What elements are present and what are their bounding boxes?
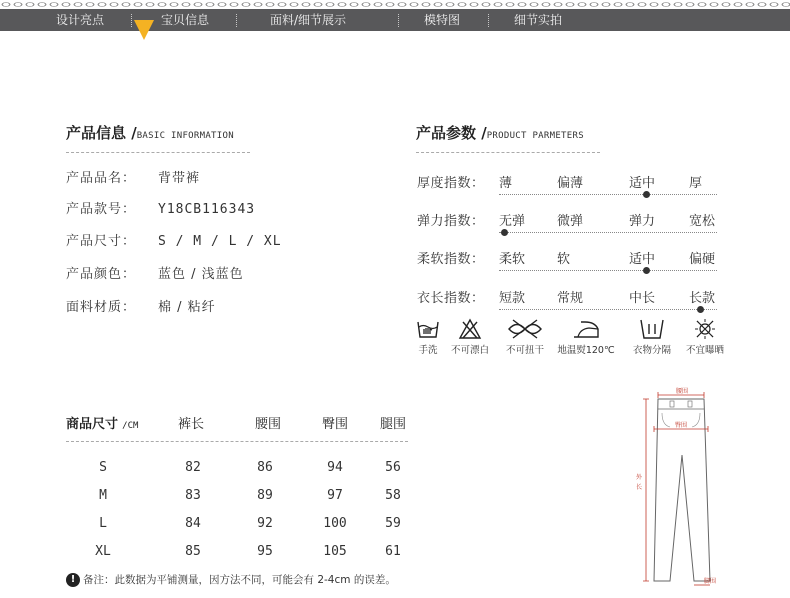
nav-model-photos[interactable]: 模特图 xyxy=(424,13,461,27)
param-option: 常规 xyxy=(557,291,584,306)
divider xyxy=(416,152,600,153)
divider xyxy=(66,441,408,442)
param-option: 厚 xyxy=(689,176,703,191)
size-label: S xyxy=(99,460,107,475)
size-value: 86 xyxy=(257,460,273,475)
param-option: 柔软 xyxy=(499,252,526,267)
info-row-material: 面料材质： 棉 / 粘纤 xyxy=(66,300,216,315)
size-label: M xyxy=(99,488,107,503)
param-option: 薄 xyxy=(499,176,513,191)
size-label: L xyxy=(99,516,107,531)
nav-separator xyxy=(236,14,237,27)
product-params-subtitle: PRODUCT PARMETERS xyxy=(486,131,584,141)
divider xyxy=(66,152,250,153)
size-value: 83 xyxy=(185,488,201,503)
param-scale-line xyxy=(499,309,717,310)
care-no-wring: 不可扭干 xyxy=(500,318,550,356)
param-option: 无弹 xyxy=(499,214,526,229)
param-scale-line xyxy=(499,232,717,233)
param-option: 长款 xyxy=(689,291,716,306)
care-no-bleach: 不可漂白 xyxy=(445,318,495,356)
param-option: 微弹 xyxy=(557,214,584,229)
param-option: 宽松 xyxy=(689,214,716,229)
care-no-sun: 不宜曝晒 xyxy=(681,318,729,356)
param-selected-marker xyxy=(643,191,650,198)
size-col-leg: 腿围 xyxy=(380,417,407,432)
param-scale-line xyxy=(499,194,717,195)
care-hand-wash: 手洗 xyxy=(413,318,443,356)
nav-detail-photos[interactable]: 细节实拍 xyxy=(514,13,563,27)
param-selected-marker xyxy=(501,229,508,236)
size-label: XL xyxy=(95,544,111,559)
param-option: 弹力 xyxy=(629,214,656,229)
param-row xyxy=(417,248,717,278)
diagram-waist-label: 腰围 xyxy=(676,388,689,395)
param-option: 偏薄 xyxy=(557,176,584,191)
top-navigation xyxy=(0,0,790,31)
size-table-title: 商品尺寸 /CM xyxy=(66,417,139,432)
active-tab-marker xyxy=(134,20,154,40)
info-row-style-no: 产品款号： Y18CB116343 xyxy=(66,202,256,217)
param-label: 厚度指数： xyxy=(417,176,485,191)
size-value: 94 xyxy=(327,460,343,475)
hand-wash-icon xyxy=(416,318,440,340)
nav-separator xyxy=(398,14,399,27)
nav-design-highlights[interactable]: 设计亮点 xyxy=(56,13,105,27)
param-option: 软 xyxy=(557,252,571,267)
param-label: 柔软指数： xyxy=(417,252,485,267)
size-value: 58 xyxy=(385,488,401,503)
wash-separately-icon xyxy=(639,318,665,340)
product-info-subtitle: BASIC INFORMATION xyxy=(136,131,234,141)
warning-icon: ! xyxy=(66,573,80,587)
measurement-note: ! 备注：此数据为平铺测量，因方法不同，可能会有 2-4cm 的误差。 xyxy=(66,572,396,587)
param-row xyxy=(417,172,717,202)
param-option: 适中 xyxy=(629,176,656,191)
param-label: 衣长指数： xyxy=(417,291,485,306)
chain-border xyxy=(0,0,790,9)
no-bleach-icon xyxy=(458,318,482,340)
product-info-title: 产品信息 /BASIC INFORMATION xyxy=(66,124,234,142)
param-option: 适中 xyxy=(629,252,656,267)
product-params-title: 产品参数 /PRODUCT PARMETERS xyxy=(416,124,584,142)
param-label: 弹力指数： xyxy=(417,214,485,229)
size-value: 82 xyxy=(185,460,201,475)
nav-separator xyxy=(488,14,489,27)
param-row xyxy=(417,287,717,317)
param-option: 中长 xyxy=(629,291,656,306)
nav-fabric-details[interactable]: 面料/细节展示 xyxy=(270,13,347,27)
low-iron-icon xyxy=(571,318,601,340)
param-scale-line xyxy=(499,270,717,271)
no-sun-icon xyxy=(693,318,717,340)
size-value: 84 xyxy=(185,516,201,531)
param-option: 偏硬 xyxy=(689,252,716,267)
size-col-hip: 臀围 xyxy=(322,417,349,432)
care-wash-separately: 衣物分隔 xyxy=(626,318,678,356)
info-row-colors: 产品颜色： 蓝色 / 浅蓝色 xyxy=(66,267,244,282)
size-value: 89 xyxy=(257,488,273,503)
size-value: 97 xyxy=(327,488,343,503)
diagram-leg-label: 脚围 xyxy=(704,578,717,585)
param-option: 短款 xyxy=(499,291,526,306)
size-col-length: 裤长 xyxy=(178,417,205,432)
size-value: 59 xyxy=(385,516,401,531)
size-col-waist: 腰围 xyxy=(255,417,282,432)
info-row-sizes: 产品尺寸： S / M / L / XL xyxy=(66,234,282,249)
param-row xyxy=(417,210,717,240)
size-value: 56 xyxy=(385,460,401,475)
size-value: 92 xyxy=(257,516,273,531)
diagram-length-label: 外 xyxy=(636,474,643,481)
size-value: 85 xyxy=(185,544,201,559)
care-low-iron: 地温熨120℃ xyxy=(556,318,616,356)
param-selected-marker xyxy=(697,306,704,313)
diagram-hip-label: 臀围 xyxy=(675,422,688,429)
size-value: 95 xyxy=(257,544,273,559)
nav-bar xyxy=(0,9,790,31)
param-selected-marker xyxy=(643,267,650,274)
size-value: 100 xyxy=(323,516,347,531)
pants-measurement-diagram xyxy=(618,385,738,597)
diagram-length-label-2: 长 xyxy=(636,484,643,491)
no-wring-icon xyxy=(505,318,545,340)
size-value: 61 xyxy=(385,544,401,559)
size-value: 105 xyxy=(323,544,347,559)
info-row-name: 产品品名： 背带裤 xyxy=(66,171,201,186)
nav-product-info[interactable]: 宝贝信息 xyxy=(161,13,210,27)
nav-separator xyxy=(131,14,132,27)
